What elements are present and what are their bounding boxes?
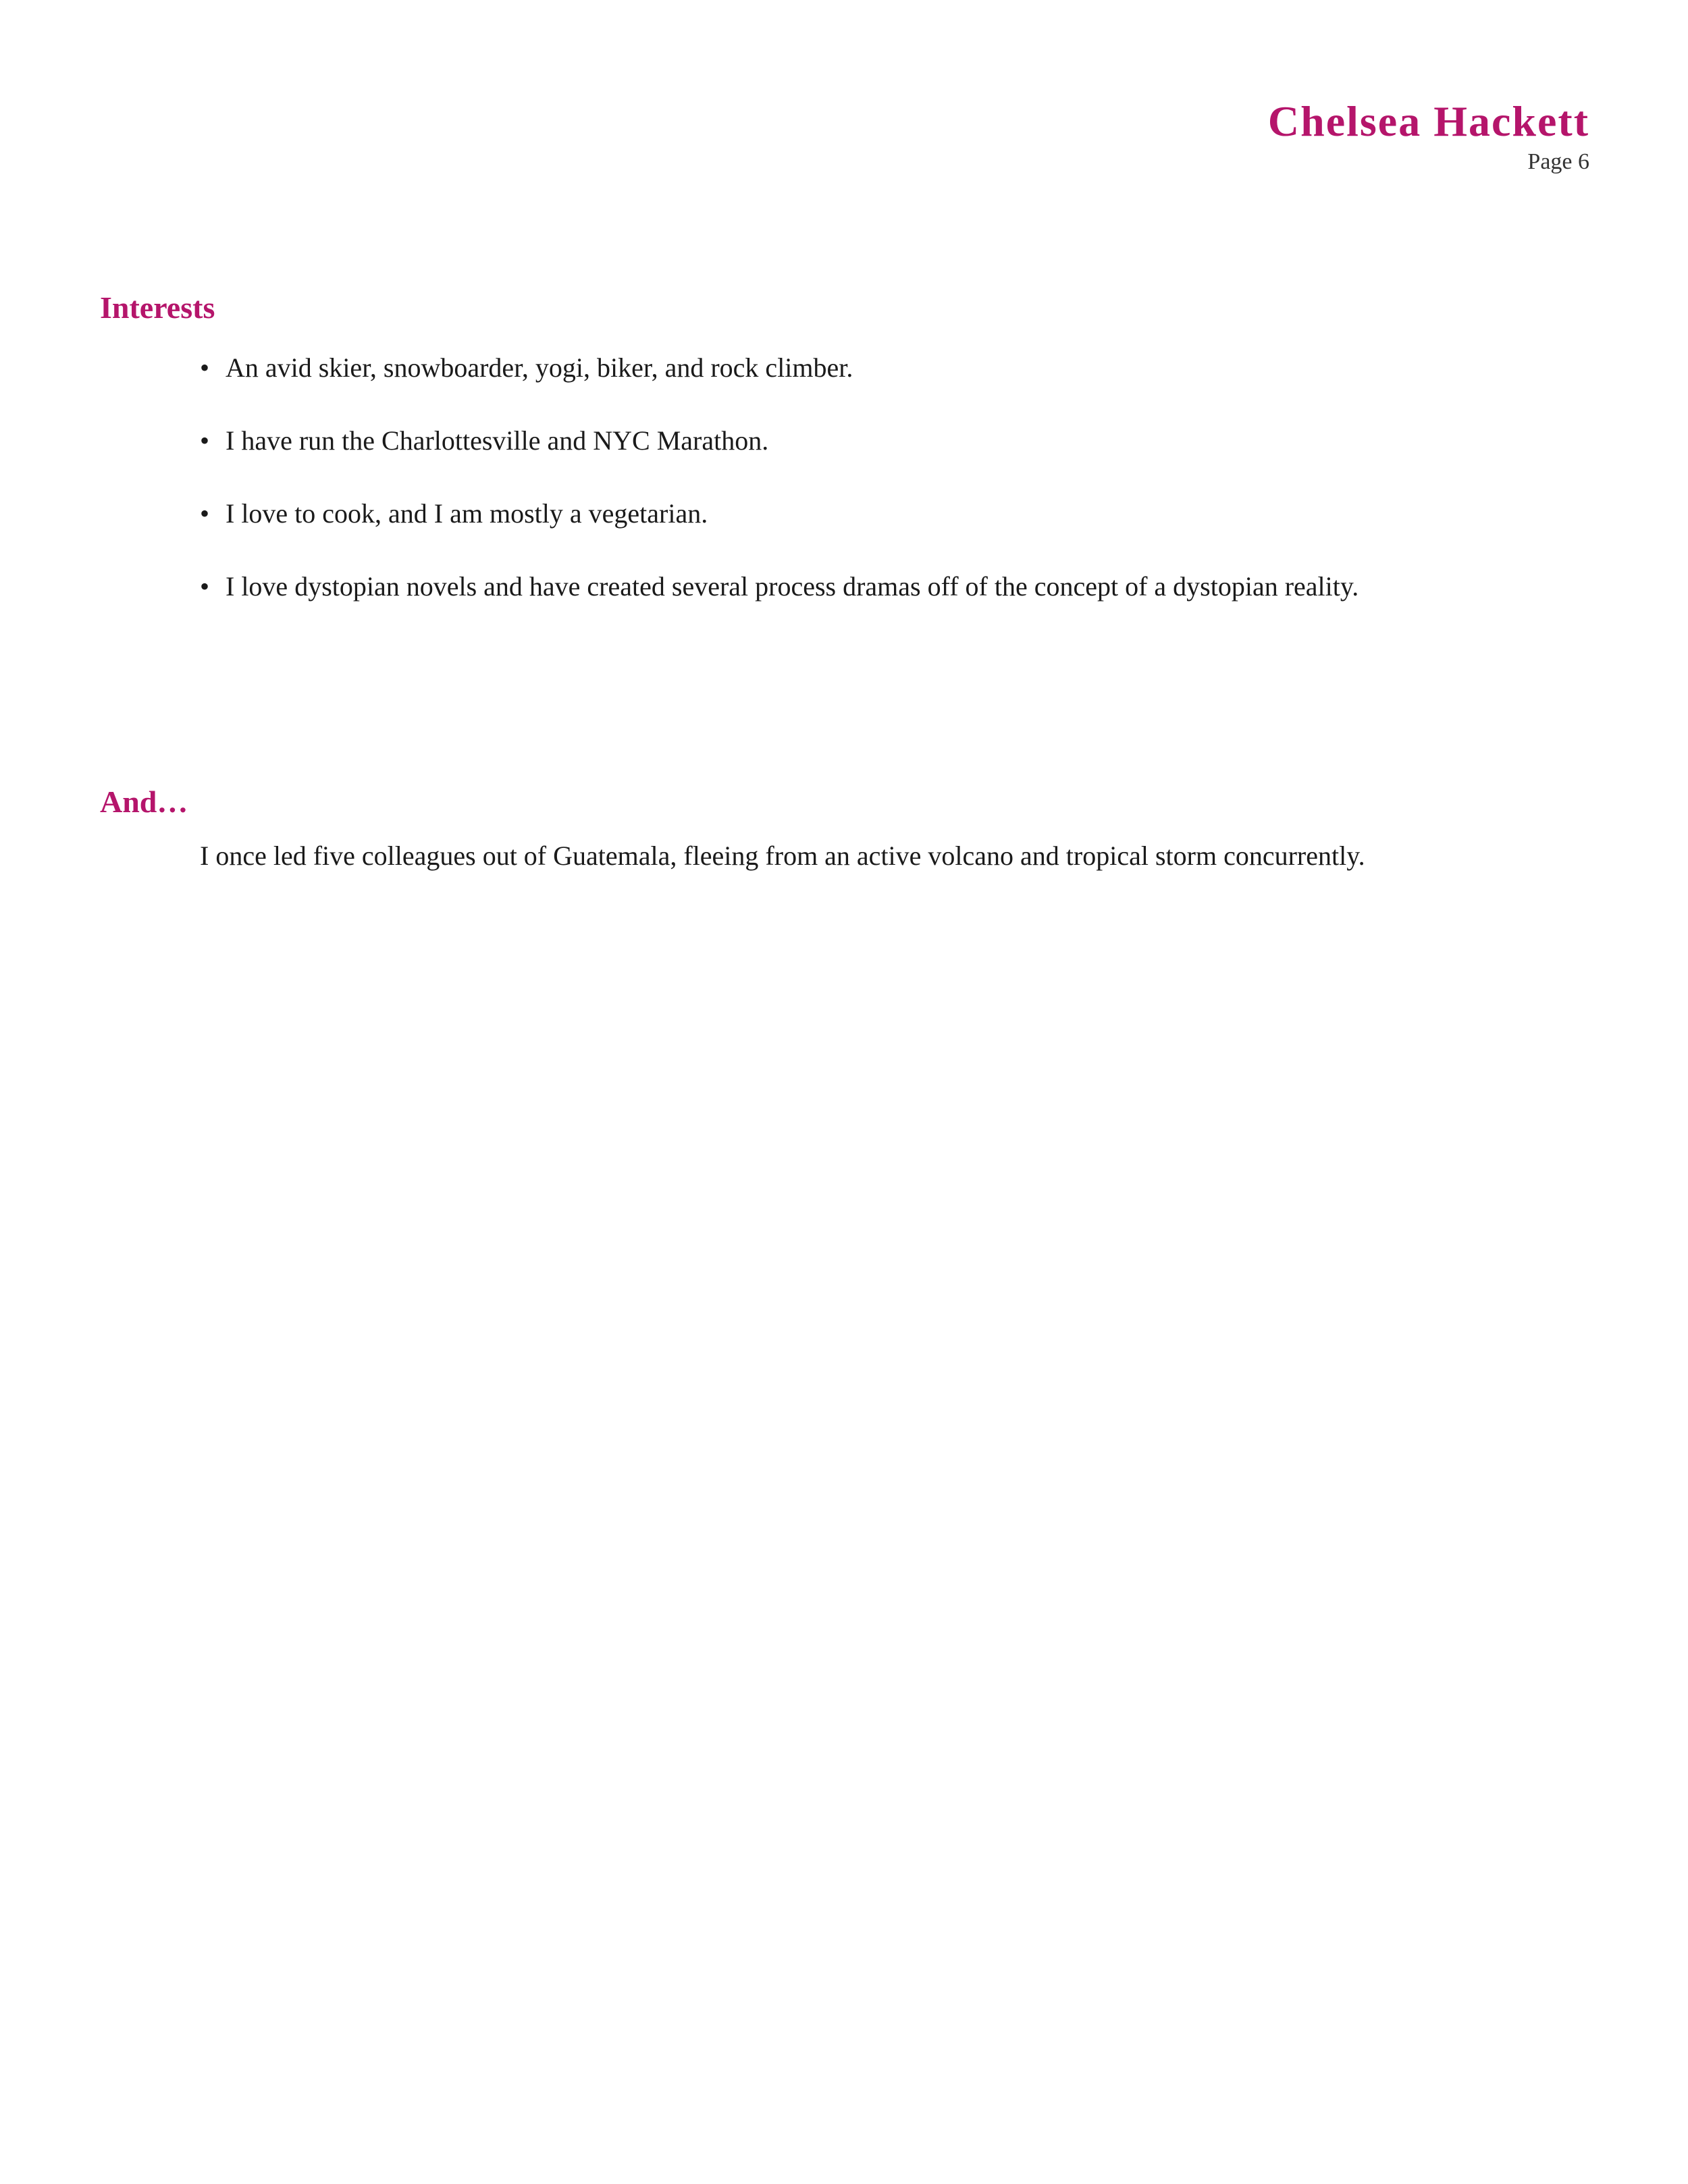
list-item <box>200 493 1516 534</box>
list-item-text: I love dystopian novels and have created several process dramas off of the concept of a dystopian reality. <box>226 571 1359 602</box>
list-item-text: An avid skier, snowboarder, yogi, biker, and rock climber. <box>226 352 853 383</box>
page-number: Page 6 <box>1527 149 1589 174</box>
page-header <box>1268 95 1589 176</box>
interests-section <box>100 289 1516 639</box>
list-item-text: I love to cook, and I am mostly a vegetarian. <box>226 498 708 529</box>
interests-list <box>100 347 1516 607</box>
bullet-icon: • <box>200 498 210 529</box>
and-paragraph: I once led five colleagues out of Guatemala, fleeing from an active volcano and tropical storm concurrently. <box>200 841 1365 871</box>
interests-heading: Interests <box>100 290 215 325</box>
bullet-icon: • <box>200 571 210 602</box>
list-item <box>200 347 1516 388</box>
list-item <box>200 420 1516 461</box>
candidate-name: Chelsea Hackett <box>1267 97 1589 145</box>
list-item <box>200 566 1516 607</box>
bullet-icon: • <box>200 425 210 456</box>
and-heading: And… <box>100 784 188 819</box>
and-section <box>100 783 1483 877</box>
bullet-icon: • <box>200 352 210 383</box>
list-item-text: I have run the Charlottesville and NYC Marathon. <box>226 425 769 456</box>
